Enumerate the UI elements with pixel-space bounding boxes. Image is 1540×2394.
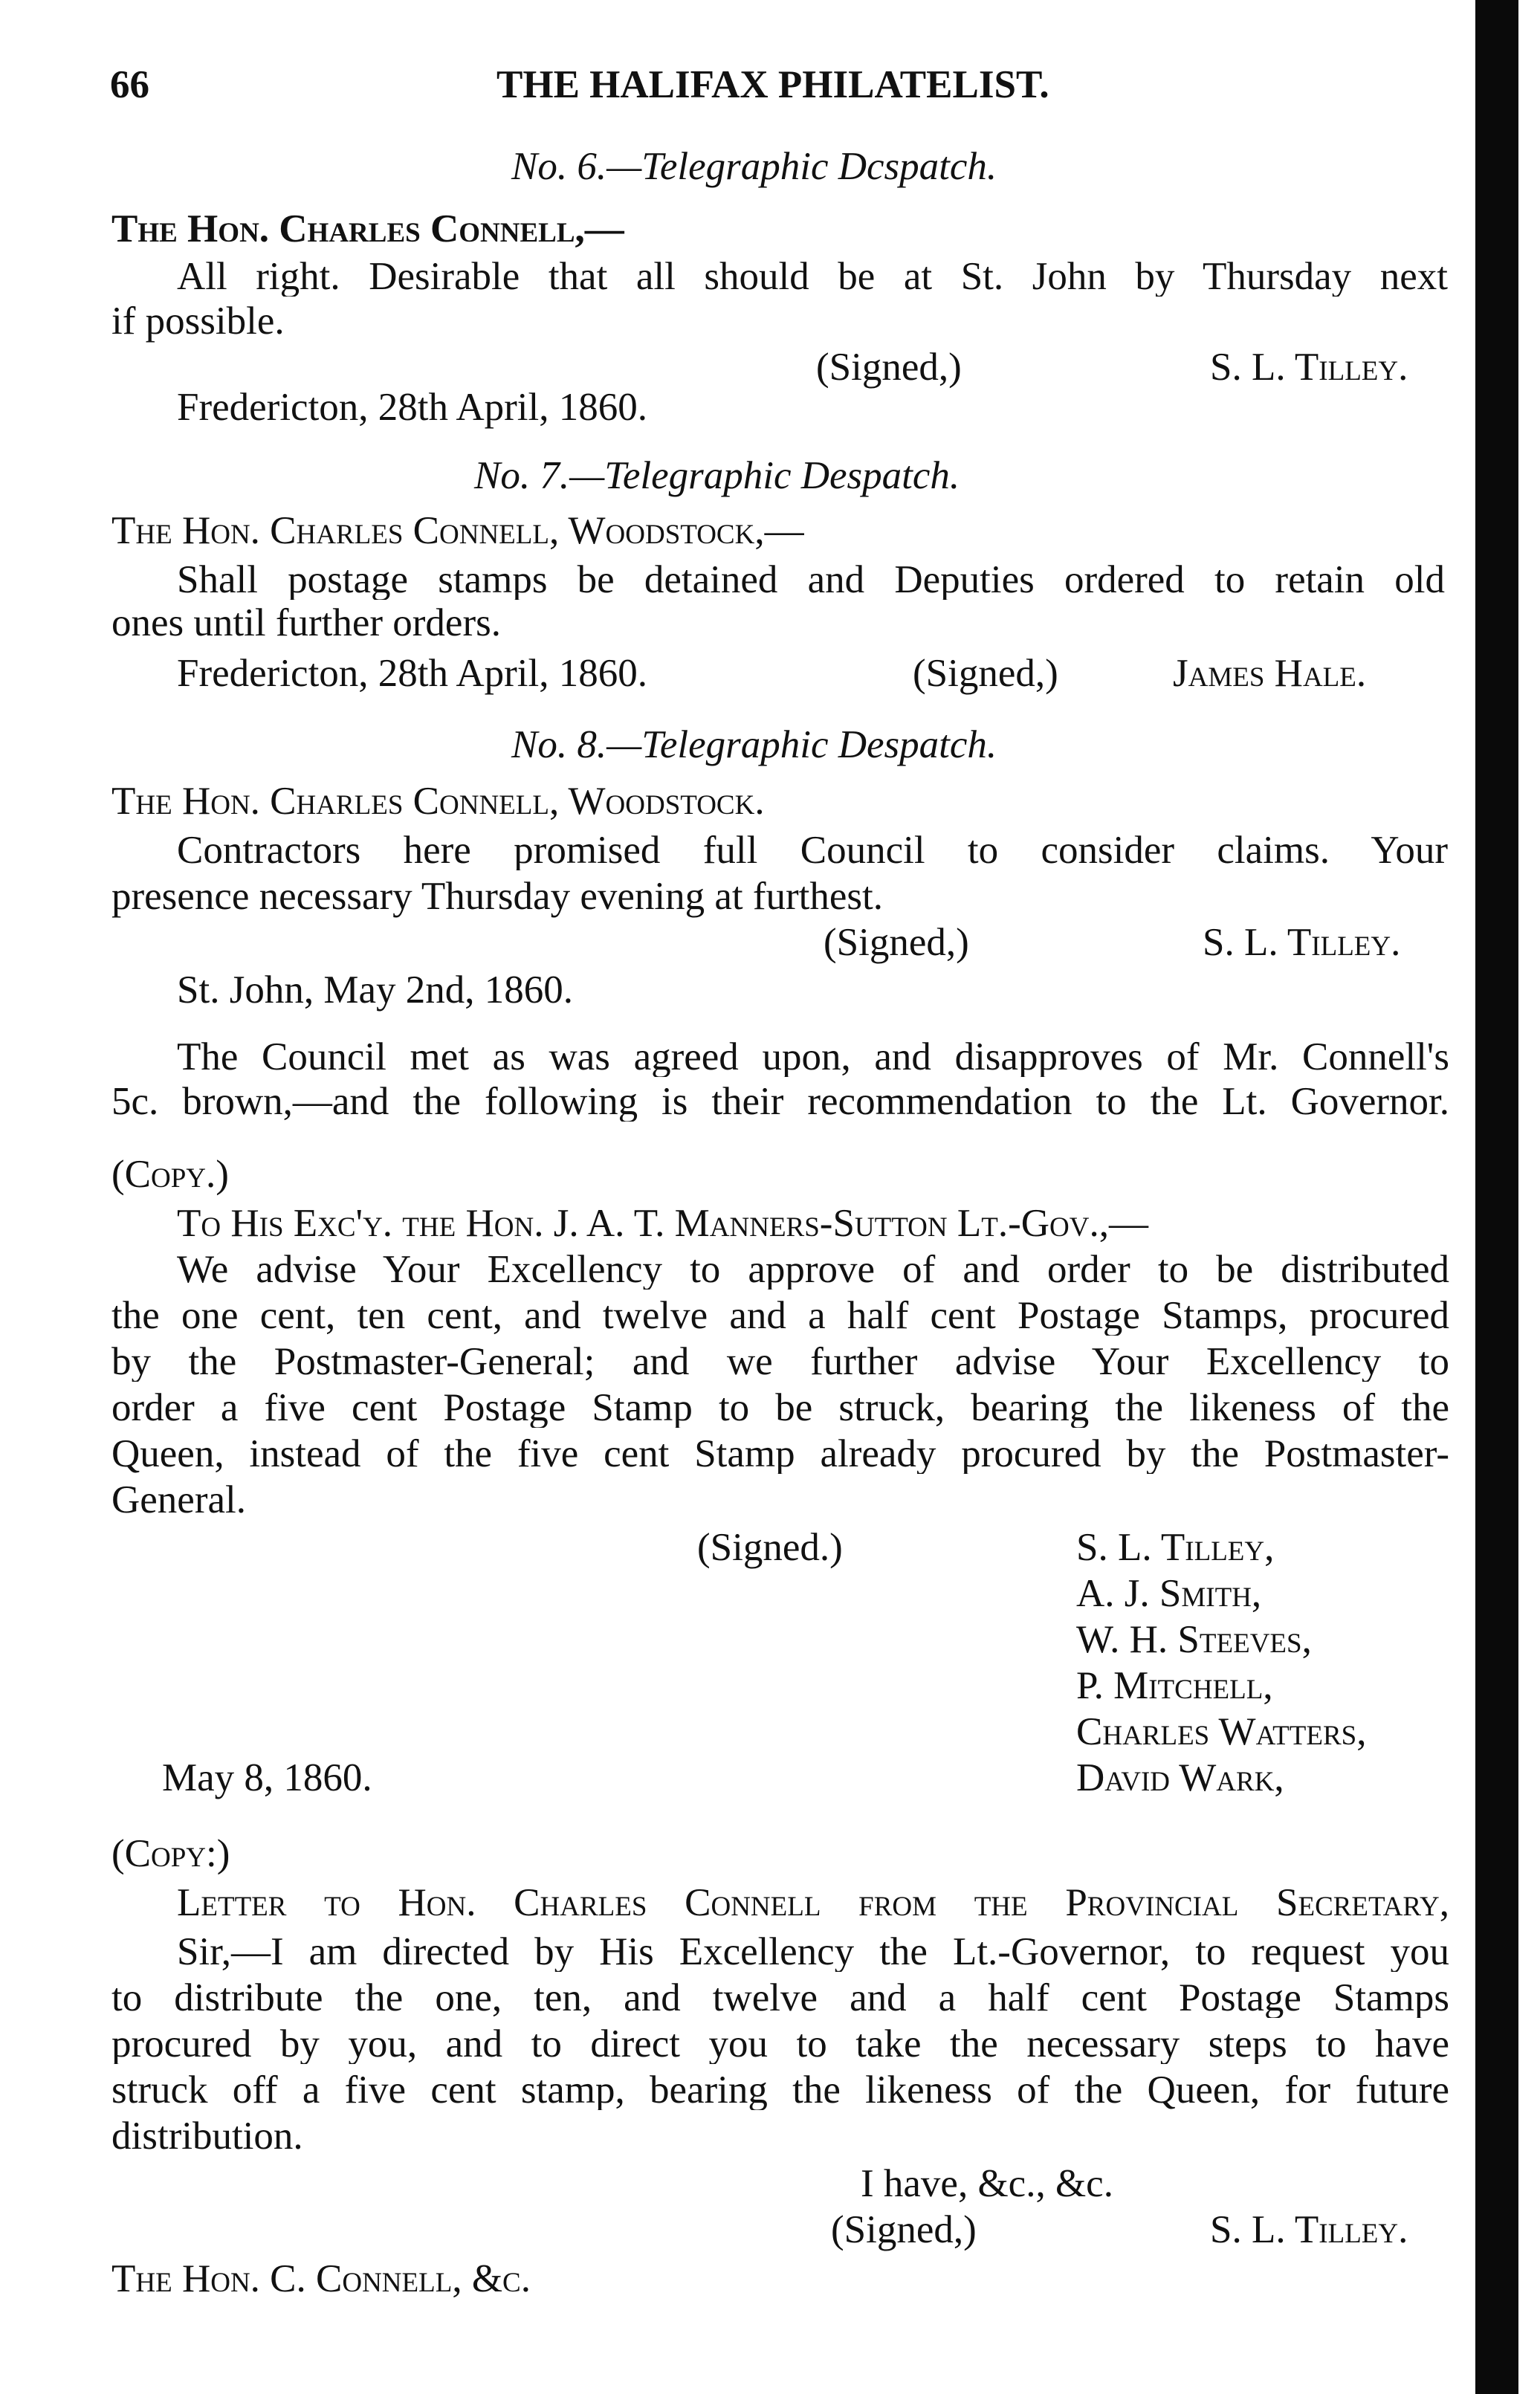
despatch-8-place-date: St. John, May 2nd, 1860. [177,968,573,1012]
copy-1-line-3: by the Postmaster-General; and we further advise Your Excellency to [111,1342,1449,1382]
copy-1-line-6: General. [111,1478,246,1521]
despatch-8-addressee: The Hon. Charles Connell, Woodstock. [111,780,765,823]
despatch-7-heading: No. 7.—Telegraphic Despatch. [474,454,960,497]
despatch-7-addressee: The Hon. Charles Connell, Woodstock,— [111,509,804,552]
despatch-7-signer: James Hale. [1173,652,1367,695]
copy-1-addressee: To His Exc'y. the Hon. J. A. T. Manners-Sutton Lt.-Gov.,— [177,1202,1148,1245]
copy-1-label: (Copy.) [111,1153,229,1196]
copy-1-signer-3: W. H. Steeves, [1076,1618,1312,1661]
despatch-6-line-1: All right. Desirable that all should be at St. John by Thursday next [177,257,1448,297]
despatch-6-place-date: Fredericton, 28th April, 1860. [177,386,647,429]
page-number: 66 [110,63,149,106]
copy-2-line-1: Sir,—I am directed by His Excellency the Lt.-Governor, to request you [177,1932,1449,1972]
despatch-6-addressee: The Hon. Charles Connell,— [111,207,624,250]
copy-2-heading: Letter to Hon. Charles Connell from the Provincial Secretary, [177,1883,1449,1923]
copy-1-signer-6: David Wark, [1076,1756,1284,1799]
copy-1-signer-1: S. L. Tilley, [1076,1526,1275,1569]
despatch-7-line-2: ones until further orders. [111,601,501,644]
copy-1-signer-2: A. J. Smith, [1076,1572,1262,1615]
despatch-8-line-1: Contractors here promised full Council to consider claims. Your [177,831,1448,870]
copy-1-date: May 8, 1860. [162,1756,372,1799]
despatch-6-line-2: if possible. [111,300,285,343]
despatch-7-signed: (Signed,) [913,652,1058,695]
despatch-6-heading: No. 6.—Telegraphic Dcspatch. [511,145,997,188]
page-edge-shadow [1475,0,1518,2394]
copy-1-line-5: Queen, instead of the five cent Stamp already procured by the Postmaster- [111,1434,1449,1474]
despatch-8-signer: S. L. Tilley. [1203,921,1401,964]
copy-2-signed: (Signed,) [831,2208,977,2251]
copy-1-signed: (Signed.) [697,1526,843,1569]
copy-1-line-4: order a five cent Postage Stamp to be struck, bearing the likeness of the [111,1388,1449,1428]
running-title: THE HALIFAX PHILATELIST. [496,63,1049,106]
copy-2-line-4: struck off a five cent stamp, bearing the likeness of the Queen, for future [111,2071,1449,2110]
despatch-8-heading: No. 8.—Telegraphic Despatch. [511,723,997,766]
despatch-6-signed: (Signed,) [816,346,962,389]
council-line-1: The Council met as was agreed upon, and disapproves of Mr. Connell's [177,1038,1449,1077]
copy-1-signer-4: P. Mitchell, [1076,1664,1273,1707]
despatch-6-signer: S. L. Tilley. [1210,346,1408,389]
despatch-7-place-date: Fredericton, 28th April, 1860. [177,652,647,695]
copy-2-line-2: to distribute the one, ten, and twelve and a half cent Postage Stamps [111,1979,1449,2018]
despatch-8-line-2: presence necessary Thursday evening at furthest. [111,875,884,918]
copy-2-signer: S. L. Tilley. [1210,2208,1408,2251]
council-line-2: 5c. brown,—and the following is their recommendation to the Lt. Governor. [111,1082,1449,1122]
copy-2-line-3: procured by you, and to direct you to take the necessary steps to have [111,2025,1449,2064]
copy-2-footer-addressee: The Hon. C. Connell, &c. [111,2257,531,2300]
despatch-8-signed: (Signed,) [824,921,969,964]
copy-1-line-1: We advise Your Excellency to approve of and order to be distributed [177,1250,1449,1290]
despatch-7-line-1: Shall postage stamps be detained and Deputies ordered to retain old [177,560,1445,600]
copy-2-label: (Copy:) [111,1832,230,1875]
copy-1-line-2: the one cent, ten cent, and twelve and a half cent Postage Stamps, procured [111,1296,1449,1336]
copy-1-signer-5: Charles Watters, [1076,1710,1367,1753]
copy-2-line-5: distribution. [111,2115,303,2158]
copy-2-closing: I have, &c., &c. [861,2162,1113,2205]
